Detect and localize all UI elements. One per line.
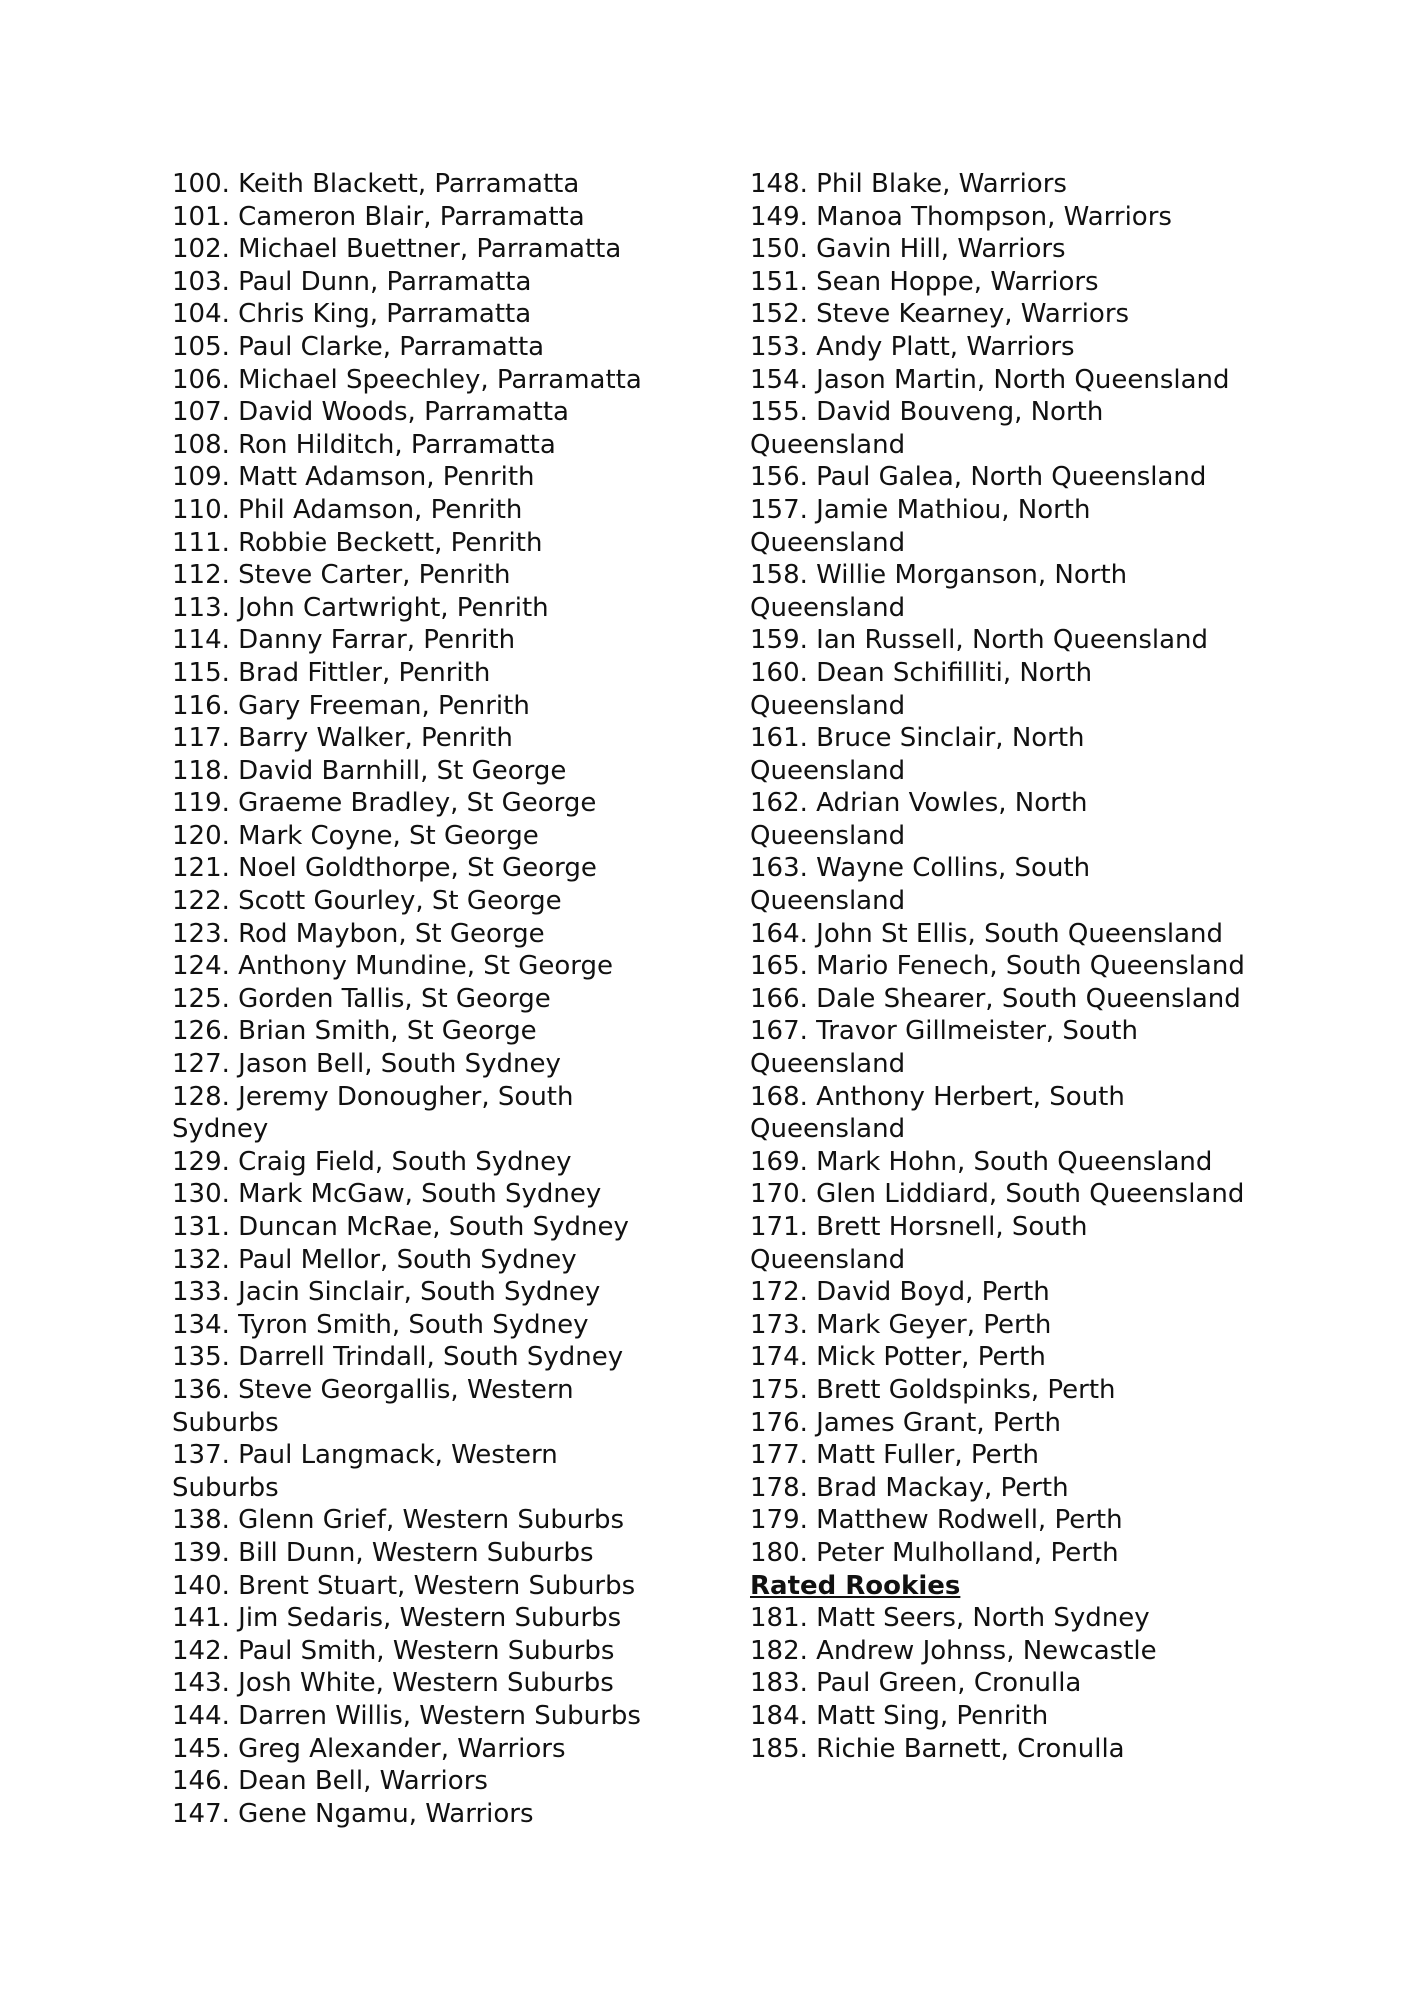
list-item: 160. Dean Schifilliti, North Queensland <box>750 657 1093 721</box>
list-item: 166. Dale Shearer, South Queensland <box>750 983 1241 1014</box>
list-item: 159. Ian Russell, North Queensland <box>750 625 1209 656</box>
list-item: 165. Mario Fenech, South Queensland <box>750 951 1245 982</box>
list-item: 116. Gary Freeman, Penrith <box>172 690 530 721</box>
list-item: 170. Glen Liddiard, South Queensland <box>750 1179 1245 1210</box>
rated-rookies-heading: Rated Rookies <box>750 1570 961 1601</box>
list-item: 134. Tyron Smith, South Sydney <box>172 1309 589 1340</box>
list-item: 111. Robbie Beckett, Penrith <box>172 527 543 558</box>
list-item: 123. Rod Maybon, St George <box>172 918 545 949</box>
list-item: 114. Danny Farrar, Penrith <box>172 625 516 656</box>
list-item: 167. Travor Gillmeister, South Queensland <box>750 1016 1138 1080</box>
list-item: 103. Paul Dunn, Parramatta <box>172 266 532 297</box>
list-item: 107. David Woods, Parramatta <box>172 397 569 428</box>
list-item: 105. Paul Clarke, Parramatta <box>172 331 545 362</box>
list-item: 124. Anthony Mundine, St George <box>172 951 613 982</box>
list-item: 142. Paul Smith, Western Suburbs <box>172 1635 615 1666</box>
list-item: 157. Jamie Mathiou, North Queensland <box>750 494 1091 558</box>
list-item: 118. David Barnhill, St George <box>172 755 567 786</box>
list-item: 156. Paul Galea, North Queensland <box>750 462 1207 493</box>
list-item: 174. Mick Potter, Perth <box>750 1342 1046 1373</box>
list-item: 184. Matt Sing, Penrith <box>750 1700 1049 1731</box>
list-item: 172. David Boyd, Perth <box>750 1277 1050 1308</box>
list-item: 182. Andrew Johnss, Newcastle <box>750 1635 1157 1666</box>
list-item: 155. David Bouveng, North Queensland <box>750 397 1104 460</box>
list-item: 126. Brian Smith, St George <box>172 1016 537 1047</box>
list-item: 108. Ron Hilditch, Parramatta <box>172 429 556 460</box>
list-item: 115. Brad Fittler, Penrith <box>172 657 491 688</box>
list-item: 128. Jeremy Donougher, South Sydney <box>172 1081 574 1145</box>
list-item: 110. Phil Adamson, Penrith <box>172 494 523 525</box>
list-item: 147. Gene Ngamu, Warriors <box>172 1798 534 1829</box>
list-item: 153. Andy Platt, Warriors <box>750 331 1075 362</box>
list-item: 173. Mark Geyer, Perth <box>750 1309 1052 1340</box>
list-item: 122. Scott Gourley, St George <box>172 886 562 917</box>
list-item: 181. Matt Seers, North Sydney <box>750 1603 1150 1634</box>
list-item: 131. Duncan McRae, South Sydney <box>172 1212 629 1242</box>
list-item: 113. John Cartwright, Penrith <box>172 592 549 623</box>
list-item: 163. Wayne Collins, South Queensland <box>750 853 1091 917</box>
list-item: 180. Peter Mulholland, Perth <box>750 1537 1119 1568</box>
list-item: 129. Craig Field, South Sydney <box>172 1146 572 1177</box>
list-item: 137. Paul Langmack, Western Suburbs <box>172 1440 558 1503</box>
list-item: 104. Chris King, Parramatta <box>172 299 532 330</box>
list-item: 141. Jim Sedaris, Western Suburbs <box>172 1603 622 1634</box>
list-item: 133. Jacin Sinclair, South Sydney <box>172 1277 601 1308</box>
list-item: 130. Mark McGaw, South Sydney <box>172 1179 602 1210</box>
list-item: 100. Keith Blackett, Parramatta <box>172 169 580 199</box>
list-item: 112. Steve Carter, Penrith <box>172 560 511 591</box>
list-item: 120. Mark Coyne, St George <box>172 820 539 851</box>
list-item: 161. Bruce Sinclair, North Queensland <box>750 723 1085 786</box>
list-item: 145. Greg Alexander, Warriors <box>172 1733 566 1764</box>
list-item: 121. Noel Goldthorpe, St George <box>172 853 597 884</box>
list-item: 143. Josh White, Western Suburbs <box>172 1668 614 1699</box>
list-item: 135. Darrell Trindall, South Sydney <box>172 1342 624 1373</box>
list-item: 146. Dean Bell, Warriors <box>172 1766 488 1797</box>
list-item: 177. Matt Fuller, Perth <box>750 1440 1039 1471</box>
list-item: 140. Brent Stuart, Western Suburbs <box>172 1570 636 1601</box>
list-item: 154. Jason Martin, North Queensland <box>750 364 1230 395</box>
list-item: 183. Paul Green, Cronulla <box>750 1668 1082 1699</box>
list-item: 102. Michael Buettner, Parramatta <box>172 234 622 265</box>
list-item: 158. Willie Morganson, North Queensland <box>750 560 1128 623</box>
list-item: 150. Gavin Hill, Warriors <box>750 234 1066 265</box>
list-item: 132. Paul Mellor, South Sydney <box>172 1244 577 1275</box>
right-column-list <box>750 168 1245 1765</box>
list-item: 164. John St Ellis, South Queensland <box>750 918 1224 949</box>
list-item: 144. Darren Willis, Western Suburbs <box>172 1700 641 1731</box>
list-item: 101. Cameron Blair, Parramatta <box>172 201 585 232</box>
list-item: 169. Mark Hohn, South Queensland <box>750 1146 1213 1177</box>
list-item: 179. Matthew Rodwell, Perth <box>750 1505 1123 1536</box>
list-item: 139. Bill Dunn, Western Suburbs <box>172 1537 594 1568</box>
list-item: 148. Phil Blake, Warriors <box>750 169 1067 199</box>
list-item: 109. Matt Adamson, Penrith <box>172 462 535 493</box>
list-item: 119. Graeme Bradley, St George <box>172 788 597 819</box>
list-item: 175. Brett Goldspinks, Perth <box>750 1374 1116 1405</box>
list-item: 106. Michael Speechley, Parramatta <box>172 364 642 395</box>
list-item: 152. Steve Kearney, Warriors <box>750 299 1130 330</box>
list-item: 136. Steve Georgallis, Western Suburbs <box>172 1374 574 1438</box>
list-item: 127. Jason Bell, South Sydney <box>172 1049 561 1080</box>
list-item: 168. Anthony Herbert, South Queensland <box>750 1081 1125 1145</box>
list-item: 151. Sean Hoppe, Warriors <box>750 266 1099 297</box>
list-item: 176. James Grant, Perth <box>750 1407 1061 1438</box>
list-item: 138. Glenn Grief, Western Suburbs <box>172 1505 625 1536</box>
list-item: 125. Gorden Tallis, St George <box>172 983 551 1014</box>
list-item: 162. Adrian Vowles, North Queensland <box>750 788 1088 851</box>
list-item: 185. Richie Barnett, Cronulla <box>750 1733 1125 1764</box>
list-item: 171. Brett Horsnell, South Queensland <box>750 1212 1088 1275</box>
list-item: 117. Barry Walker, Penrith <box>172 723 513 754</box>
list-item: 178. Brad Mackay, Perth <box>750 1472 1069 1503</box>
list-item: 149. Manoa Thompson, Warriors <box>750 201 1172 232</box>
left-column-list <box>172 168 667 1830</box>
